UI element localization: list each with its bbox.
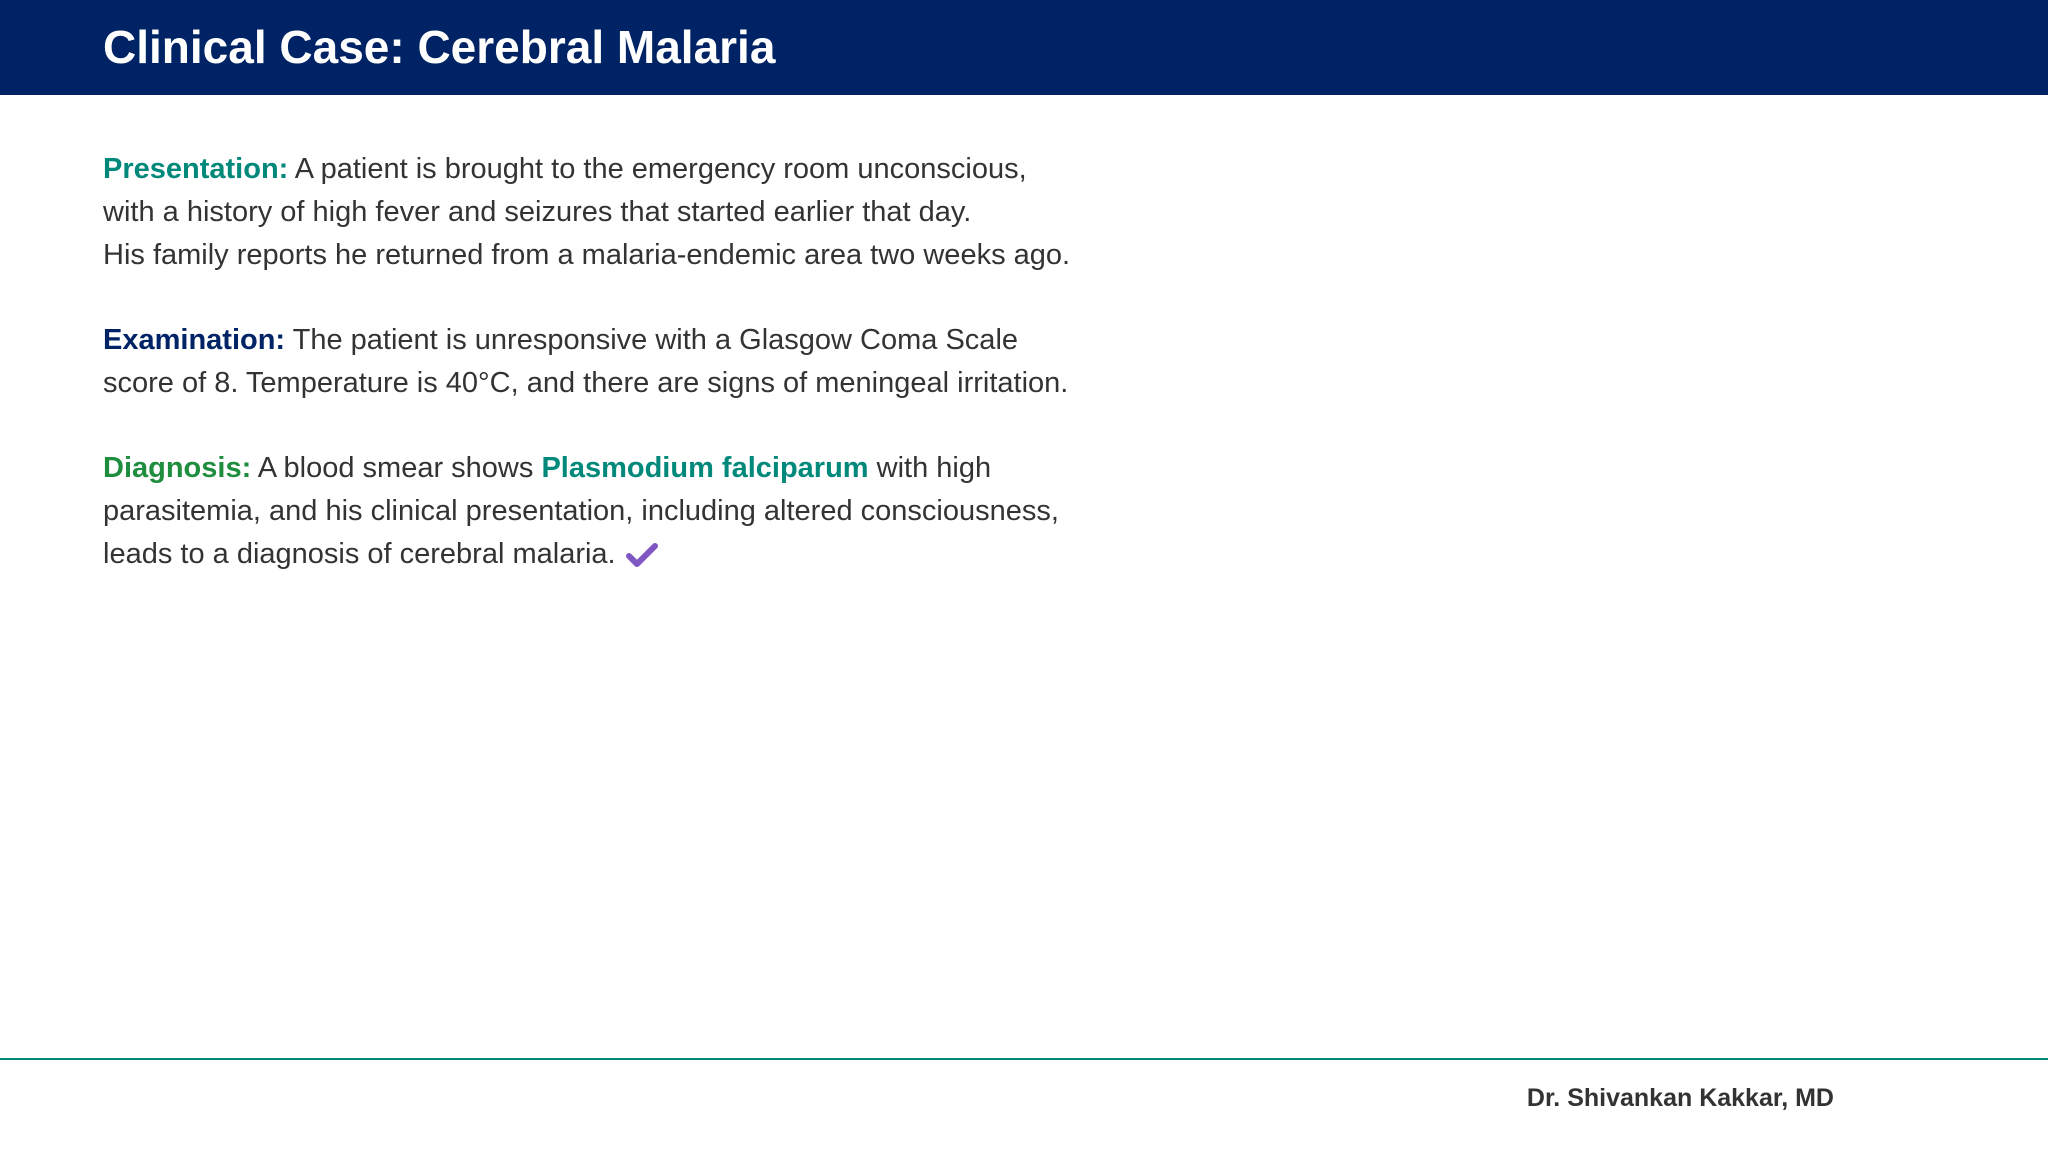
diagnosis-text-2: parasitemia, and his clinical presentation, including altered consciousness, — [103, 495, 1059, 527]
presentation-section — [103, 148, 1283, 277]
title-bar — [0, 0, 2048, 95]
examination-text-1: The patient is unresponsive with a Glasgow Coma Scale — [292, 324, 1019, 356]
diagnosis-text-3: leads to a diagnosis of cerebral malaria. — [103, 538, 616, 570]
presentation-text-2: with a history of high fever and seizures that started earlier that day. — [103, 196, 972, 228]
examination-line-1 — [103, 319, 1283, 362]
author-credit: Dr. Shivankan Kakkar, MD — [1526, 1084, 1834, 1112]
examination-label: Examination: — [103, 324, 286, 356]
footer-divider — [0, 1058, 2048, 1060]
presentation-text-3: His family reports he returned from a malaria-endemic area two weeks ago. — [103, 239, 1071, 271]
examination-text-2: score of 8. Temperature is 40°C, and there are signs of meningeal irritation. — [103, 367, 1069, 399]
diagnosis-text-pre: A blood smear shows — [257, 452, 534, 484]
presentation-text-1: A patient is brought to the emergency room unconscious, — [294, 153, 1027, 185]
diagnosis-line-3 — [103, 533, 1283, 576]
diagnosis-section — [103, 447, 1283, 576]
page-title: Clinical Case: Cerebral Malaria — [103, 21, 776, 73]
case-content — [103, 148, 1283, 618]
diagnosis-text-post: with high — [876, 452, 992, 484]
checkmark-icon — [626, 541, 658, 569]
presentation-line-1 — [103, 148, 1283, 191]
presentation-label: Presentation: — [103, 153, 289, 185]
organism-name: Plasmodium falciparum — [541, 452, 869, 484]
diagnosis-label: Diagnosis: — [103, 452, 252, 484]
examination-section — [103, 319, 1283, 405]
diagnosis-line-1 — [103, 447, 1283, 490]
